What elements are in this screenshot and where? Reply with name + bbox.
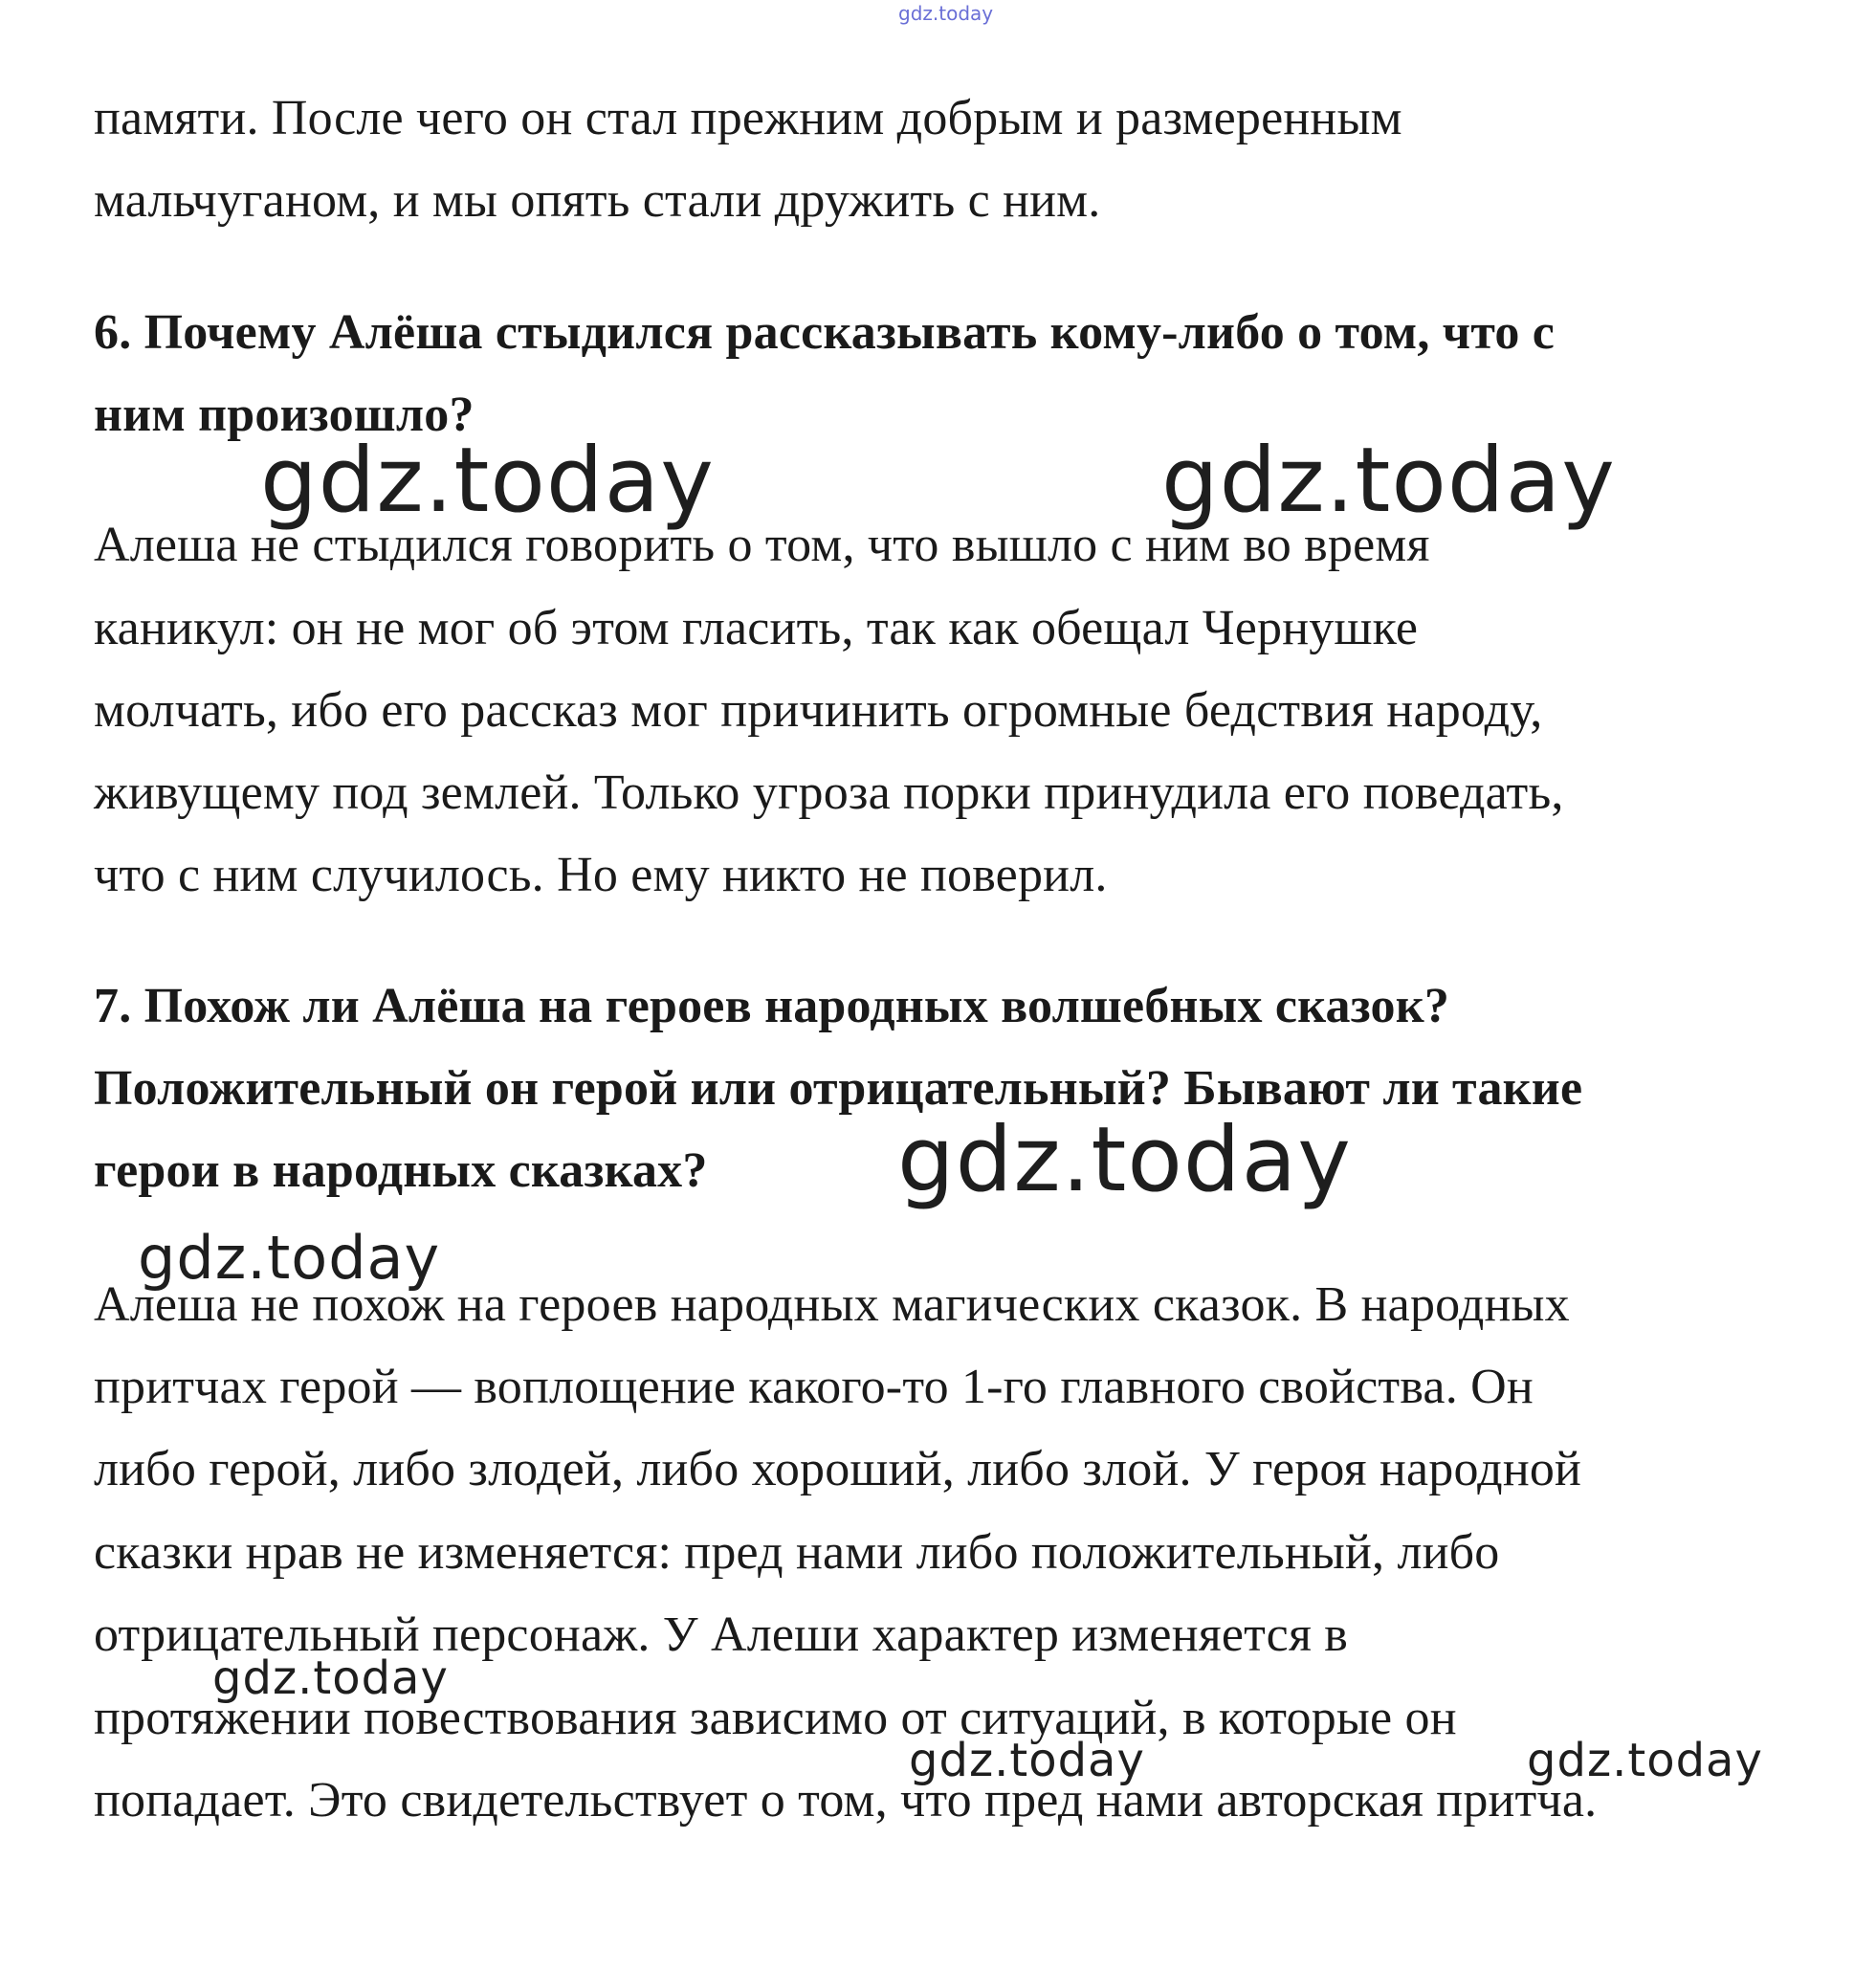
answer-7-line-2: притчах герой — воплощение какого-то 1-го главного свойства. Он	[94, 1360, 1534, 1414]
intro-line-1: памяти. После чего он стал прежним добрым и размеренным	[94, 91, 1402, 145]
answer-7-line-5: отрицательный персонаж. У Алеши характер изменяется в	[94, 1607, 1349, 1662]
answer-7-line-6: протяжении повествования зависимо от ситуаций, в которые он	[94, 1691, 1457, 1745]
intro-line-2: мальчуганом, и мы опять стали дружить с ним.	[94, 173, 1101, 228]
watermark-1: gdz.today	[260, 429, 715, 533]
answer-6-line-4: живущему под землей. Только угроза порки принудила его поведать,	[94, 765, 1564, 820]
watermark-7: gdz.today	[1527, 1734, 1763, 1787]
answer-6-line-1: Алеша не стыдился говорить о том, что вышло с ним во время	[94, 518, 1430, 572]
watermark-4: gdz.today	[138, 1223, 441, 1293]
question-6-line-1: 6. Почему Алёша стыдился рассказывать кому-либо о том, что с	[94, 305, 1556, 360]
answer-6-line-3: молчать, ибо его рассказ мог причинить огромные бедствия народу,	[94, 683, 1543, 738]
watermark-5: gdz.today	[212, 1651, 449, 1705]
answer-6-line-2: каникул: он не мог об этом гласить, так как обещал Чернушке	[94, 601, 1419, 655]
question-6-line-2: ним произошло?	[94, 388, 475, 442]
answer-6-line-5: что с ним случилось. Но ему никто не поверил.	[94, 848, 1108, 902]
watermark-3: gdz.today	[897, 1108, 1352, 1212]
answer-7-line-1: Алеша не похож на героев народных магических сказок. В народных	[94, 1277, 1570, 1332]
answer-7-line-7: попадает. Это свидетельствует о том, что пред нами авторская притча.	[94, 1773, 1598, 1828]
question-7-line-2: Положительный он герой или отрицательный? Бывают ли такие	[94, 1061, 1583, 1116]
watermark-2: gdz.today	[1161, 429, 1616, 533]
answer-7-line-3: либо герой, либо злодей, либо хороший, либо злой. У героя народной	[94, 1442, 1582, 1496]
answer-7-line-4: сказки нрав не изменяется: пред нами либо положительный, либо	[94, 1525, 1500, 1580]
watermark-6: gdz.today	[909, 1734, 1145, 1787]
question-7-line-3: герои в народных сказках?	[94, 1143, 708, 1198]
watermark-top: gdz.today	[898, 2, 994, 25]
question-7-line-1: 7. Похож ли Алёша на героев народных волшебных сказок?	[94, 979, 1450, 1033]
